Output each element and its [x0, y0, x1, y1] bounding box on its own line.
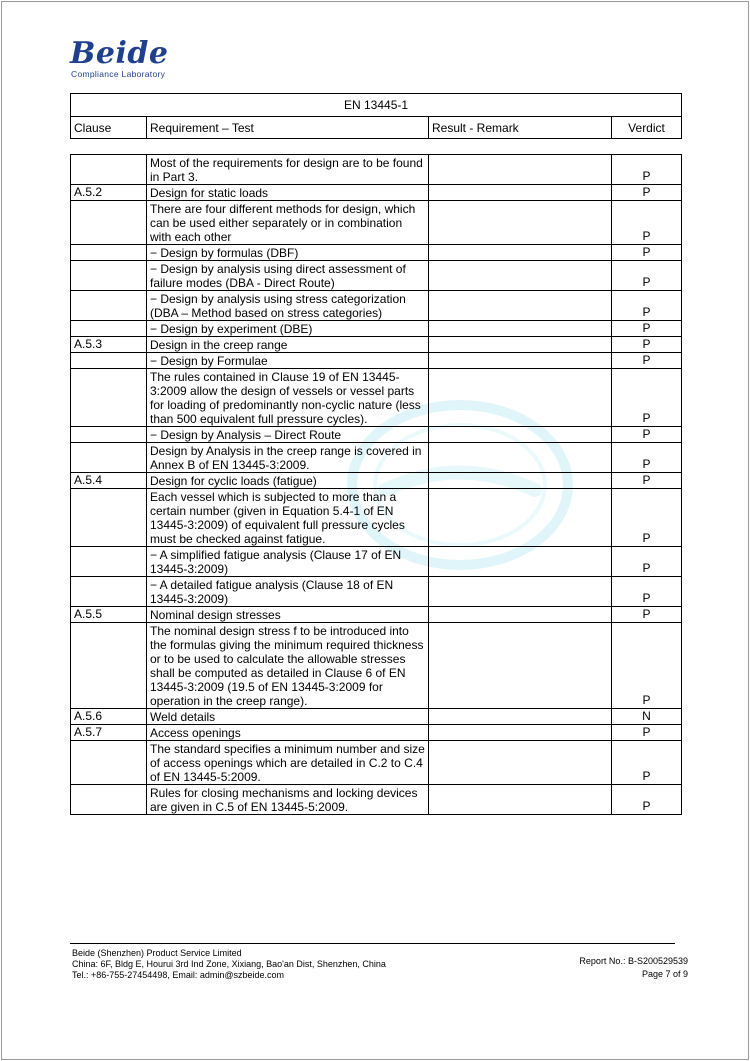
result-cell — [429, 427, 612, 443]
verdict-cell: P — [612, 577, 682, 607]
verdict-cell: P — [612, 201, 682, 245]
requirement-cell: Rules for closing mechanisms and locking devices are given in C.5 of EN 13445-5:2009. — [147, 785, 429, 815]
verdict-cell: P — [612, 427, 682, 443]
requirement-cell: There are four different methods for design, which can be used either separately or in combination with each other — [147, 201, 429, 245]
result-cell — [429, 185, 612, 201]
requirements-table-body — [71, 155, 682, 815]
verdict-cell: P — [612, 291, 682, 321]
result-cell — [429, 577, 612, 607]
result-cell — [429, 489, 612, 547]
verdict-cell: P — [612, 473, 682, 489]
page-number: Page 7 of 9 — [641, 969, 688, 979]
result-cell — [429, 291, 612, 321]
column-header-requirement: Requirement – Test — [147, 117, 429, 139]
table-row — [71, 245, 682, 261]
result-cell — [429, 261, 612, 291]
logo-subtitle: Compliance Laboratory — [71, 69, 166, 79]
requirement-cell: Design in the creep range — [147, 337, 429, 353]
requirement-cell: − A detailed fatigue analysis (Clause 18 of EN 13445-3:2009) — [147, 577, 429, 607]
requirement-cell: Design by Analysis in the creep range is covered in Annex B of EN 13445-3:2009. — [147, 443, 429, 473]
clause-cell — [71, 741, 147, 785]
table-row — [71, 709, 682, 725]
requirement-cell: Most of the requirements for design are to be found in Part 3. — [147, 155, 429, 185]
company-logo — [70, 36, 169, 79]
requirement-cell: − Design by experiment (DBE) — [147, 321, 429, 337]
verdict-cell: P — [612, 623, 682, 709]
result-cell — [429, 245, 612, 261]
clause-cell: A.5.7 — [71, 725, 147, 741]
clause-cell: A.5.6 — [71, 709, 147, 725]
requirement-cell: Each vessel which is subjected to more than a certain number (given in Equation 5.4-1 of EN 13445-3:2009) of equivalent full pressure cycles must be checked against fatigue. — [147, 489, 429, 547]
report-number: Report No.: B-S200529539 — [579, 956, 688, 966]
requirement-cell: − Design by Formulae — [147, 353, 429, 369]
table-row — [71, 473, 682, 489]
requirements-table — [70, 154, 682, 815]
verdict-cell: P — [612, 607, 682, 623]
result-cell — [429, 473, 612, 489]
clause-cell: A.5.2 — [71, 185, 147, 201]
requirement-cell: − Design by analysis using direct assessment of failure modes (DBA - Direct Route) — [147, 261, 429, 291]
table-row — [71, 427, 682, 443]
footer-contact: Tel.: +86-755-27454498, Email: admin@szbeide.com — [72, 970, 285, 980]
footer-company-info — [72, 948, 386, 981]
table-row — [71, 577, 682, 607]
clause-cell — [71, 353, 147, 369]
result-cell — [429, 321, 612, 337]
table-row — [71, 291, 682, 321]
clause-cell — [71, 155, 147, 185]
requirement-cell: Design for cyclic loads (fatigue) — [147, 473, 429, 489]
table-row — [71, 489, 682, 547]
requirement-cell: Weld details — [147, 709, 429, 725]
clause-cell — [71, 291, 147, 321]
clause-cell: A.5.3 — [71, 337, 147, 353]
clause-cell — [71, 547, 147, 577]
result-cell — [429, 725, 612, 741]
table-row — [71, 623, 682, 709]
table-row — [71, 321, 682, 337]
footer-address: China: 6F, Bldg E, Hourui 3rd Ind Zone, Xixiang, Bao'an Dist, Shenzhen, China — [72, 959, 386, 969]
requirement-cell: Nominal design stresses — [147, 607, 429, 623]
clause-cell — [71, 443, 147, 473]
verdict-cell: P — [612, 443, 682, 473]
table-row — [71, 185, 682, 201]
verdict-cell: P — [612, 369, 682, 427]
table-row — [71, 741, 682, 785]
clause-cell — [71, 201, 147, 245]
result-cell — [429, 155, 612, 185]
footer-report-info — [579, 955, 688, 981]
logo-name: Beide — [70, 36, 169, 71]
column-header-result: Result - Remark — [429, 117, 612, 139]
result-cell — [429, 607, 612, 623]
table-row — [71, 725, 682, 741]
clause-cell — [71, 577, 147, 607]
verdict-cell: P — [612, 245, 682, 261]
verdict-cell: P — [612, 353, 682, 369]
clause-cell — [71, 489, 147, 547]
table-row — [71, 201, 682, 245]
verdict-cell: P — [612, 785, 682, 815]
verdict-cell: N — [612, 709, 682, 725]
table-row — [71, 353, 682, 369]
requirement-cell: − A simplified fatigue analysis (Clause 17 of EN 13445-3:2009) — [147, 547, 429, 577]
column-header-verdict: Verdict — [612, 117, 682, 139]
footer-company: Beide (Shenzhen) Product Service Limited — [72, 948, 242, 958]
result-cell — [429, 353, 612, 369]
verdict-cell: P — [612, 261, 682, 291]
table-row — [71, 785, 682, 815]
clause-cell — [71, 427, 147, 443]
result-cell — [429, 369, 612, 427]
verdict-cell: P — [612, 725, 682, 741]
table-row — [71, 155, 682, 185]
requirement-cell: Design for static loads — [147, 185, 429, 201]
requirement-cell: − Design by analysis using stress categorization (DBA – Method based on stress categories) — [147, 291, 429, 321]
verdict-cell: P — [612, 185, 682, 201]
requirement-cell: − Design by Analysis – Direct Route — [147, 427, 429, 443]
result-cell — [429, 623, 612, 709]
result-cell — [429, 337, 612, 353]
table-row — [71, 443, 682, 473]
clause-cell — [71, 623, 147, 709]
result-cell — [429, 443, 612, 473]
verdict-cell: P — [612, 155, 682, 185]
table-row — [71, 547, 682, 577]
result-cell — [429, 201, 612, 245]
result-cell — [429, 547, 612, 577]
table-row — [71, 607, 682, 623]
verdict-cell: P — [612, 337, 682, 353]
verdict-cell: P — [612, 741, 682, 785]
clause-cell: A.5.4 — [71, 473, 147, 489]
clause-cell — [71, 785, 147, 815]
clause-cell — [71, 321, 147, 337]
verdict-cell: P — [612, 547, 682, 577]
requirement-cell: The rules contained in Clause 19 of EN 13445-3:2009 allow the design of vessels or vessel parts for loading of predominantly non-cyclic nature (less than 500 equivalent full pressure cycles). — [147, 369, 429, 427]
requirement-cell: The nominal design stress f to be introduced into the formulas giving the minimum required thickness or to be used to calculate the allowable stresses shall be computed as detailed in Clause 6 of EN 13445-3:2009 (19.5 of EN 13445-3:2009 for operation in the creep range). — [147, 623, 429, 709]
requirement-cell: − Design by formulas (DBF) — [147, 245, 429, 261]
header-table — [70, 93, 682, 139]
table-row — [71, 369, 682, 427]
clause-cell — [71, 261, 147, 291]
table-row — [71, 337, 682, 353]
requirement-cell: The standard specifies a minimum number and size of access openings which are detailed in C.2 to C.4 of EN 13445-5:2009. — [147, 741, 429, 785]
table-row — [71, 261, 682, 291]
clause-cell: A.5.5 — [71, 607, 147, 623]
column-header-clause: Clause — [71, 117, 147, 139]
clause-cell — [71, 369, 147, 427]
result-cell — [429, 741, 612, 785]
requirement-cell: Access openings — [147, 725, 429, 741]
clause-cell — [71, 245, 147, 261]
result-cell — [429, 785, 612, 815]
footer-divider — [70, 943, 675, 944]
result-cell — [429, 709, 612, 725]
verdict-cell: P — [612, 489, 682, 547]
standard-title: EN 13445-1 — [71, 94, 682, 117]
verdict-cell: P — [612, 321, 682, 337]
